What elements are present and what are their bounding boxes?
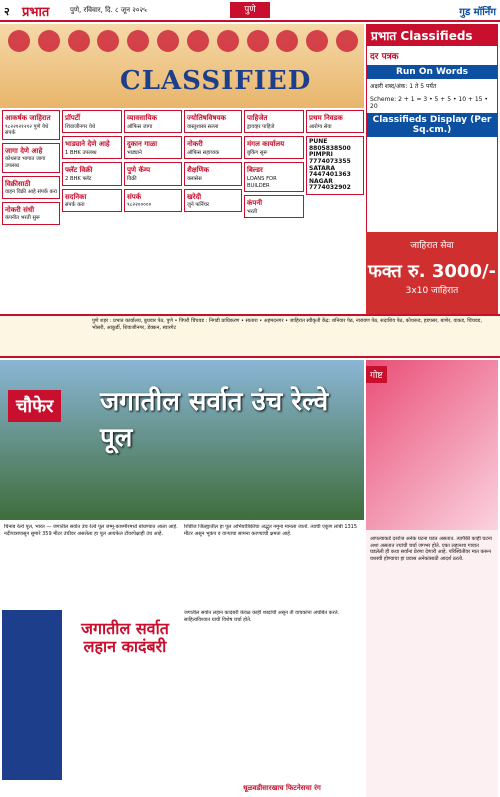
- column-heading: पाहिजेत: [247, 114, 268, 122]
- page-number: २: [4, 5, 10, 18]
- column-heading: जागा देणे आहे: [5, 146, 43, 155]
- column-heading: शैक्षणिक: [187, 166, 210, 175]
- classified-column-3: व्यावसायिक ऑफिस जागा दुकान गाळा भाड्याने पुणे कॅम्प विक्री संपर्क ९८२२०००००: [124, 110, 182, 312]
- nagar-contact: NAGAR 7774032902: [309, 177, 351, 192]
- masthead-logo: प्रभात: [22, 5, 50, 20]
- city-tag: पुणे: [230, 2, 270, 18]
- satara-contact: SATARA 7447401363: [309, 164, 351, 179]
- side-feature: [366, 360, 498, 797]
- banner-title: CLASSIFIED: [120, 66, 312, 96]
- feature-photo: [366, 360, 498, 530]
- category-icon: [68, 30, 90, 52]
- classified-column-4: ज्योतिषविषयक वास्तुशास्त्र सल्ला नोकरी ऑफिस सहाय्यक शैक्षणिक क्लासेस खरेदी जुने फर्निचर: [184, 110, 242, 312]
- category-icon: [97, 30, 119, 52]
- run-on-words: Run On Words: [367, 65, 497, 79]
- footer-caption: धूळवडीसारखाच फिटनेसचा रंग: [243, 784, 321, 792]
- column-heading: भाड्याने देणे आहे: [65, 140, 110, 149]
- section-badge: चौफेर: [8, 390, 61, 422]
- classified-column-2: प्रॉपर्टी शिवाजीनगर येथे भाड्याने देणे आहे 1 BHK उपलब्ध फ्लॅट विक्री 2 BHK फ्लॅट सदनिका संपर्क करा: [62, 110, 122, 312]
- column-heading: नोकरी संधी: [5, 205, 35, 214]
- column-heading: फ्लॅट विक्री: [65, 166, 93, 175]
- promo-price: फक्त रु. 3000/-: [367, 261, 497, 282]
- column-heading: कंपनी: [247, 199, 263, 208]
- page-header: [0, 0, 500, 22]
- article-body-2: शिंबीज जिल्ह्यातील हा पूल अभियांत्रिकीचा अद्भुत नमुना मानला जातो. त्याची एकूण लांबी 1315 मीटर असून भूकंप व वाऱ्याचा सामना करण्याची क्षमता आहे.: [184, 524, 358, 537]
- rate-line-1: अक्षरी शब्द/अंक: 1 ते 5 पर्यंत: [370, 83, 437, 90]
- promo-brand: जाहिरात सेवा: [410, 241, 454, 251]
- category-icon: [276, 30, 298, 52]
- side-feature-text: आपल्याकडे दररोज अनेक घटना घडत असतात. त्यापैकी काही घटना अशा असतात ज्यांची चर्चा जगभर होते. एका लहानशा गावात घडलेली ही कथा सर्वांना प्रेरणा देणारी आहे. परिस्थितीवर मात करून यशस्वी होण्याचा हा प्रवास अनेकांसाठी आदर्श ठरतो.: [370, 536, 492, 562]
- column-heading: सदनिका: [65, 192, 87, 201]
- column-heading: विक्रीसाठी: [5, 179, 31, 188]
- sub-headline: जगातील सर्वात लहान कादंबरी: [81, 619, 169, 656]
- main-headline: जगातील सर्वात उंच रेल्वे पूल: [100, 387, 329, 453]
- column-heading: पुणे कॅम्प: [127, 166, 151, 175]
- category-icon: [8, 30, 30, 52]
- classified-banner: [0, 24, 364, 108]
- article-body-3: जगातील सर्वात लहान कादंबरी केवळ काही शब्दांची असून ती वाचकांना अचंबित करते. साहित्यविश्वात याची विशेष चर्चा होते.: [184, 610, 340, 623]
- rates-brand: प्रभात Classifieds: [367, 25, 497, 46]
- rate-line-2: Scheme: 2 + 1 = 3 • 5 + 5 • 10 + 15 • 20: [370, 96, 488, 110]
- display-rates: Classifieds Display (Per Sq.cm.): [367, 113, 497, 137]
- column-heading: बिल्डर: [247, 166, 263, 175]
- side-label: गोष्ट: [366, 366, 387, 383]
- office-addresses: पुणे शहर : प्रभात कार्यालय, बुधवार पेठ, पुणे • पिंपरी चिंचवड : निगडी प्राधिकरण • सातारा • अहमदनगर • जाहिरात स्वीकृती केंद्र: शनिवार पेठ, नारायण पेठ, सदाशिव पेठ, कोथरूड, हडपसर, बाणेर, वाकड, चिंचवड, भोसरी, आकुर्डी, शिवाजीनगर, डेक्कन, स्वारगेट: [0, 314, 500, 358]
- column-heading: प्रथम निवडक: [309, 114, 343, 122]
- column-heading: व्यावसायिक: [127, 114, 157, 122]
- classified-column-5: पाहिजेत ड्रायव्हर पाहिजे मंगल कार्यालय बुकिंग सुरू बिल्डर LOANS FOR BUILDER कंपनी भरती: [244, 110, 304, 312]
- classified-column-6: प्रथम निवडक आरोग्य सेवा PUNE 8805838500 PIMPRI 7774073355 SATARA 7447401363 NAGAR 7774032902: [306, 110, 364, 312]
- column-heading: ज्योतिषविषयक: [187, 114, 226, 122]
- category-icon: [187, 30, 209, 52]
- pune-contact: PUNE 8805838500: [309, 138, 351, 152]
- column-heading: प्रॉपर्टी: [65, 114, 81, 122]
- category-icon: [217, 30, 239, 52]
- category-icon: [157, 30, 179, 52]
- edition-name: गुड मॉर्निंग: [459, 7, 496, 18]
- promo-box: [366, 232, 498, 314]
- classified-column-1: आकर्षक जाहिरात ९८२२१२१२१२ पुणे येथे संपर्क जागा देणे आहे कोथरूड भागात जागा उपलब्ध विक्रीसाठी वाहन विक्री आहे संपर्क करा नोकरी संधी कंपनीत भरती सुरू: [2, 110, 60, 312]
- category-icon: [38, 30, 60, 52]
- column-heading: आकर्षक जाहिरात: [5, 114, 51, 122]
- category-icons: [8, 30, 358, 58]
- category-icon: [306, 30, 328, 52]
- column-heading: खरेदी: [187, 192, 202, 201]
- category-icon: [336, 30, 358, 52]
- pimpri-contact: PIMPRI 7774073355: [309, 151, 351, 165]
- decorative-image: [2, 610, 62, 780]
- category-icon: [247, 30, 269, 52]
- column-heading: नोकरी: [187, 140, 203, 149]
- bridge-photo: [0, 360, 364, 520]
- column-heading: संपर्क: [127, 192, 142, 201]
- issue-date: पुणे, रविवार, दि. ८ जून २०२५: [70, 6, 147, 14]
- column-heading: दुकान गाळा: [127, 140, 158, 149]
- promo-note: 3x10 जाहिरात: [405, 286, 459, 296]
- category-icon: [127, 30, 149, 52]
- article-body-1: चिनाब रेल्वे पूल, भारत — जगातील सर्वात उंच रेल्वे पूल जम्मू-काश्मीरमध्ये बांधण्यात आला आहे. नदीपात्रापासून सुमारे 359 मीटर उंचीवर असलेला हा पूल आयफेल टॉवरपेक्षाही उंच आहे.: [4, 524, 178, 537]
- rates-title: दर पत्रक: [370, 52, 399, 62]
- column-heading: मंगल कार्यालय: [247, 140, 285, 149]
